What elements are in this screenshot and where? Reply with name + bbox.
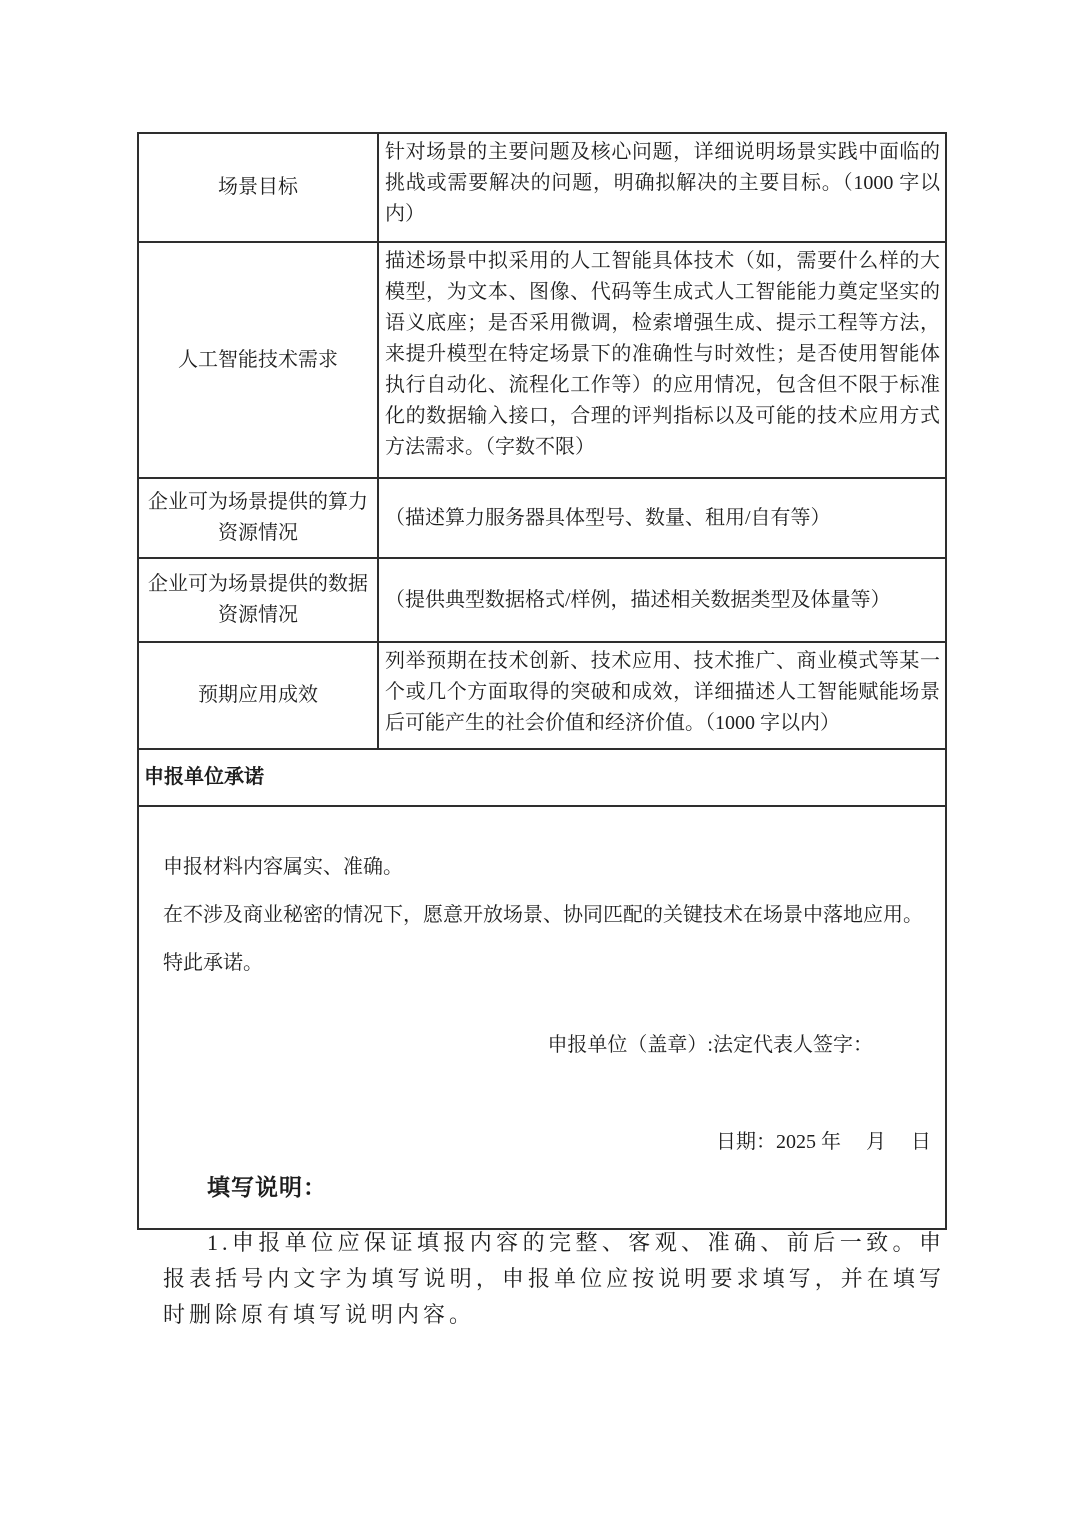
- data-resources-content: （提供典型数据格式/样例，描述相关数据类型及体量等）: [378, 558, 946, 642]
- date-line: 日期：2025 年 月 日: [716, 1131, 931, 1153]
- ai-tech-requirements-label: 人工智能技术需求: [138, 242, 378, 478]
- expected-results-label: 预期应用成效: [138, 642, 378, 749]
- scenario-goal-label: 场景目标: [138, 133, 378, 242]
- ai-tech-requirements-content: 描述场景中拟采用的人工智能具体技术（如，需要什么样的大模型，为文本、图像、代码等生成式人工智能能力奠定坚实的语义底座；是否采用微调，检索增强生成、提示工程等方法，来提升模型在特定场景下的准确性与时效性；是否使用智能体执行自动化、流程化工作等）的应用情况，包含但不限于标准化的数据输入接口，合理的评判指标以及可能的技术应用方式方法需求。（字数不限）: [378, 242, 946, 478]
- table-row-compute-resources: [138, 478, 946, 558]
- table-row-data-resources: [138, 558, 946, 642]
- table-row-ai-tech-requirements: [138, 242, 946, 478]
- filling-instructions-item-1: 1.申报单位应保证填报内容的完整、客观、准确、前后一致。申报表括号内文字为填写说明，申报单位应按说明要求填写，并在填写时删除原有填写说明内容。: [163, 1230, 945, 1327]
- filling-instructions-heading: 填写说明：: [207, 1175, 327, 1200]
- compute-resources-content: （描述算力服务器具体型号、数量、租用/自有等）: [378, 478, 946, 558]
- application-form-table: [137, 132, 947, 1230]
- table-row-scenario-goal: [138, 133, 946, 242]
- commitment-header: 申报单位承诺: [138, 749, 946, 806]
- compute-resources-label: 企业可为场景提供的算力资源情况: [138, 478, 378, 558]
- filling-instructions-section: [163, 1172, 945, 1333]
- expected-results-content: 列举预期在技术创新、技术应用、技术推广、商业模式等某一个或几个方面取得的突破和成效，详细描述人工智能赋能场景后可能产生的社会价值和经济价值。（1000 字以内）: [378, 642, 946, 749]
- data-resources-label: 企业可为场景提供的数据资源情况: [138, 558, 378, 642]
- scenario-goal-content: 针对场景的主要问题及核心问题，详细说明场景实践中面临的挑战或需要解决的问题，明确拟解决的主要目标。（1000 字以内）: [378, 133, 946, 242]
- commitment-paragraph-hereby: 特此承诺。: [163, 952, 263, 974]
- commitment-body-cell: [138, 806, 946, 1229]
- commitment-paragraph-truthful: 申报材料内容属实、准确。: [163, 856, 403, 878]
- table-row-commitment-body: [138, 806, 946, 1229]
- table-row-commitment-header: [138, 749, 946, 806]
- table-row-expected-results: [138, 642, 946, 749]
- signature-line: 申报单位（盖章）:法定代表人签字：: [547, 1034, 873, 1056]
- commitment-paragraph-open-scenario: 在不涉及商业秘密的情况下，愿意开放场景、协同匹配的关键技术在场景中落地应用。: [163, 904, 923, 926]
